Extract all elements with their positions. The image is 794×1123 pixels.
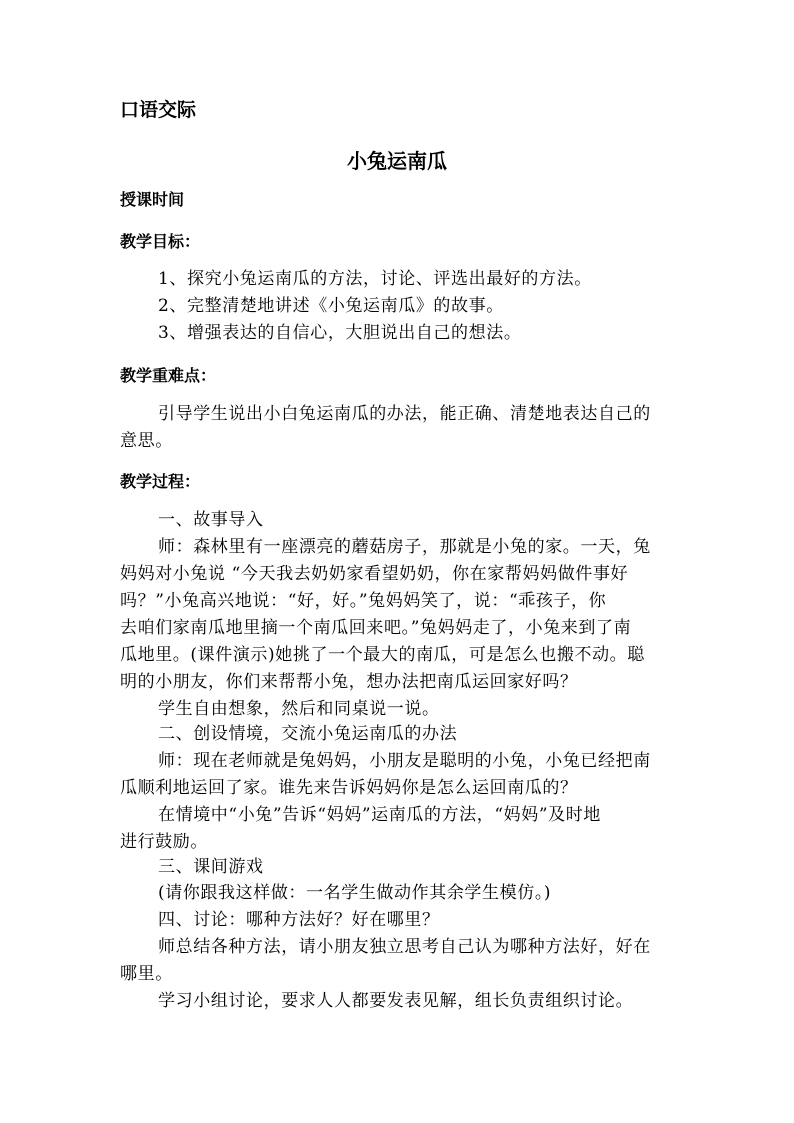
process-line: 在情境中“小兔”告诉“妈妈”运南瓜的方法，“妈妈”及时地 [158, 805, 601, 825]
class-time-label: 授课时间 [120, 190, 185, 209]
key-points-heading: 教学重难点： [120, 366, 217, 385]
objective-item: 3、增强表达的自信心，大胆说出自己的想法。 [158, 323, 522, 343]
process-line: 瓜顺利地运回了家。谁先来告诉妈妈你是怎么运回南瓜的？ [120, 778, 578, 798]
document-title: 小兔运南瓜 [347, 149, 447, 173]
objective-item: 2、完整清楚地讲述《小兔运南瓜》的故事。 [158, 296, 504, 316]
process-line: 瓜地里。(课件演示)她挑了一个最大的南瓜，可是怎么也搬不动。聪 [120, 645, 645, 665]
section-title: 口语交际 [120, 99, 197, 121]
process-line: 师总结各种方法，请小朋友独立思考自己认为哪种方法好，好在 [158, 937, 651, 957]
process-line: 四、讨论：哪种方法好？好在哪里？ [158, 910, 440, 930]
process-line: 三、课间游戏 [158, 857, 264, 877]
process-line: 一、故事导入 [158, 510, 264, 530]
process-line: 去咱们家南瓜地里摘一个南瓜回来吧。”兔妈妈走了，小兔来到了南 [120, 618, 632, 638]
process-line: 进行鼓励。 [120, 832, 208, 852]
objectives-heading: 教学目标： [120, 232, 201, 251]
process-line: 学习小组讨论，要求人人都要发表见解，组长负责组织讨论。 [158, 991, 634, 1011]
process-heading: 教学过程： [120, 472, 201, 491]
process-line: 哪里。 [120, 964, 173, 984]
key-points-line: 意思。 [120, 431, 173, 451]
process-line: 二、创设情境，交流小兔运南瓜的办法 [158, 724, 458, 744]
objective-item: 1、探究小兔运南瓜的方法，讨论、评选出最好的方法。 [158, 269, 592, 289]
process-line: 明的小朋友，你们来帮帮小兔，想办法把南瓜运回家好吗？ [120, 672, 578, 692]
process-line: 学生自由想象，然后和同桌说一说。 [158, 699, 440, 719]
process-line: 师：森林里有一座漂亮的蘑菇房子，那就是小兔的家。一天，兔 [158, 537, 651, 557]
process-line: 吗？”小兔高兴地说：“好，好。”兔妈妈笑了，说：“乖孩子，你 [120, 591, 607, 611]
process-line: 妈妈对小兔说 “今天我去奶奶家看望奶奶，你在家帮妈妈做件事好 [120, 564, 629, 584]
process-line: (请你跟我这样做：一名学生做动作其余学生模仿。) [158, 883, 552, 903]
key-points-line: 引导学生说出小白兔运南瓜的办法，能正确、清楚地表达自己的 [158, 404, 651, 424]
process-line: 师：现在老师就是兔妈妈，小朋友是聪明的小兔，小兔已经把南 [158, 751, 651, 771]
